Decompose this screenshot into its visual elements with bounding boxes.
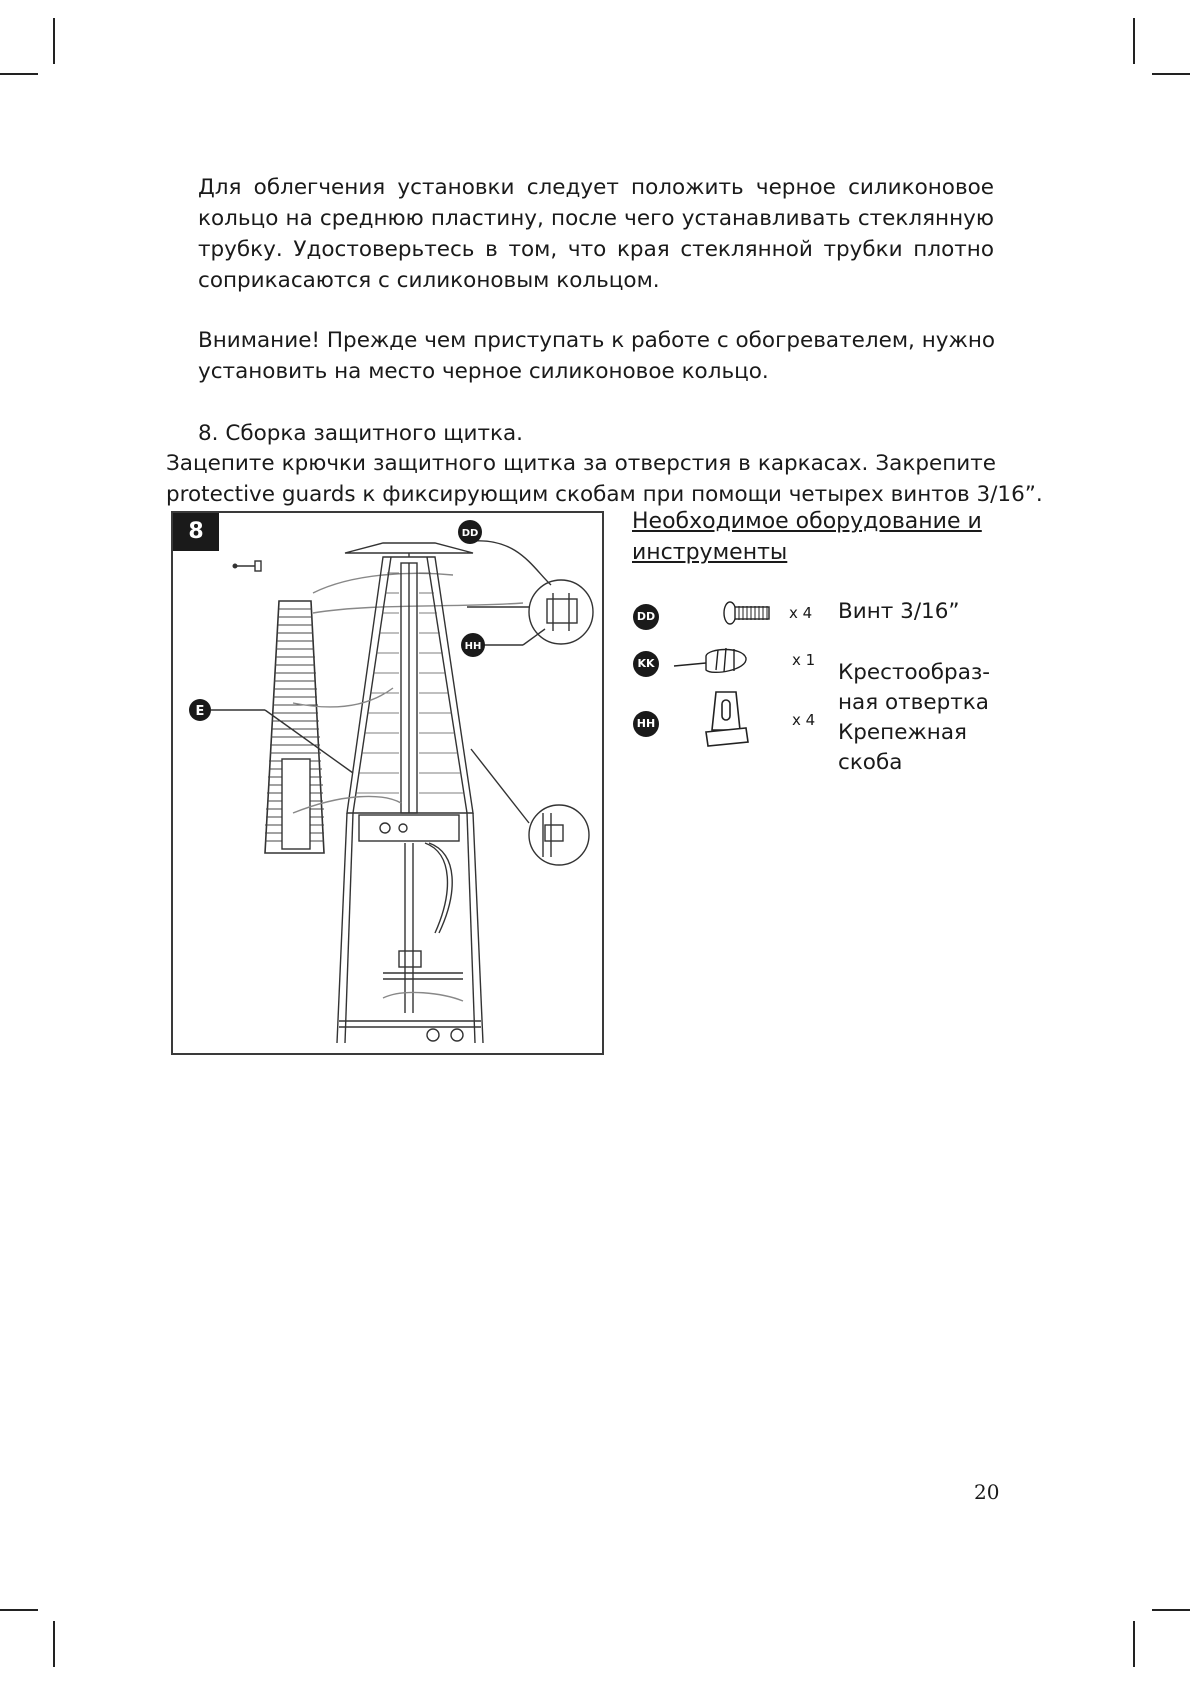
- tool-name-line: Винт 3/16”: [838, 599, 960, 624]
- tool-badge-kk: KK: [633, 651, 659, 677]
- crop-mark: [0, 73, 38, 75]
- tool-name-line: Крестообраз-: [838, 660, 991, 685]
- callout-dd: [458, 520, 482, 544]
- tool-badge-dd: DD: [633, 604, 659, 630]
- text-line: соприкасаются с силиконовым кольцом.: [198, 268, 660, 293]
- text-line: Внимание! Прежде чем приступать к работе с обогревателем, нужно: [198, 328, 996, 353]
- text-line: трубку. Удостоверьтесь в том, что края стеклянной трубки плотно: [198, 237, 994, 262]
- tools-heading: [632, 506, 992, 568]
- text-line: установить на место черное силиконовое кольцо.: [198, 359, 769, 384]
- tool-name-dd: [838, 597, 960, 627]
- screwdriver-icon: [672, 640, 752, 684]
- crop-mark: [53, 1621, 55, 1667]
- step-title: 8. Сборка защитного щитка.: [198, 421, 524, 446]
- bracket-icon: [702, 688, 752, 754]
- screw-icon: [722, 600, 772, 626]
- callout-hh-label: HH: [464, 641, 482, 652]
- crop-mark: [1133, 1621, 1135, 1667]
- figure-step-badge: 8: [173, 513, 219, 551]
- warning-paragraph: [198, 325, 994, 387]
- tool-name-hh: [838, 718, 967, 778]
- callout-dd-label: DD: [461, 528, 479, 539]
- tool-name-kk: [838, 658, 990, 718]
- crop-mark: [1152, 1609, 1190, 1611]
- callout-e: [189, 699, 211, 721]
- text-line: кольцо на среднюю пластину, после чего устанавливать стеклянную: [198, 206, 994, 231]
- tools-heading-line: Необходимое оборудование и: [632, 509, 982, 534]
- callout-hh: [461, 633, 485, 657]
- tool-qty-hh: x 4: [792, 711, 816, 729]
- text-line: protective guards к фиксирующим скобам при помощи четырех винтов 3/16”.: [166, 482, 1043, 507]
- assembly-figure: [171, 511, 604, 1055]
- crop-mark: [1152, 73, 1190, 75]
- tool-qty-kk: x 1: [792, 651, 816, 669]
- tool-name-line: ная отвертка: [838, 690, 989, 715]
- callout-e-label: E: [195, 704, 205, 719]
- tool-name-line: Крепежная: [838, 720, 967, 745]
- intro-paragraph: [198, 172, 994, 296]
- tools-heading-line: инструменты: [632, 540, 788, 565]
- crop-mark: [53, 18, 55, 64]
- text-line: Для облегчения установки следует положить черное силиконовое: [198, 175, 994, 200]
- step-instructions: [166, 448, 1043, 510]
- tool-qty-dd: x 4: [789, 604, 813, 622]
- page-number: 20: [974, 1480, 1000, 1504]
- crop-mark: [1133, 18, 1135, 64]
- text-line: Зацепите крючки защитного щитка за отверстия в каркасах. Закрепите: [166, 451, 996, 476]
- tool-name-line: скоба: [838, 750, 903, 775]
- crop-mark: [0, 1609, 38, 1611]
- tool-badge-hh: HH: [633, 711, 659, 737]
- heater-illustration: [173, 513, 602, 1053]
